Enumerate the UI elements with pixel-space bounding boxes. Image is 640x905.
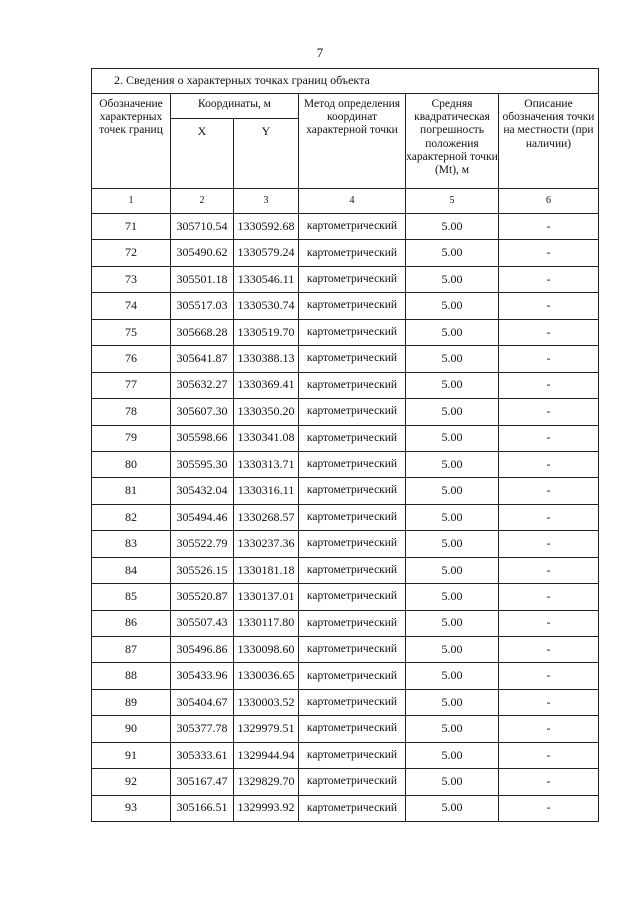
section-title: 2. Сведения о характерных точках границ объекта	[92, 69, 599, 94]
x-cell: 305333.61	[171, 742, 234, 768]
table-row	[92, 266, 599, 292]
table-row	[92, 610, 599, 636]
description-cell: -	[499, 557, 599, 583]
point-cell: 90	[92, 716, 171, 742]
error-cell: 5.00	[406, 451, 499, 477]
table-row	[92, 451, 599, 477]
table-row	[92, 425, 599, 451]
y-cell: 1329993.92	[234, 795, 299, 821]
table-row	[92, 689, 599, 715]
header-row	[92, 94, 599, 119]
x-cell: 305166.51	[171, 795, 234, 821]
point-cell: 82	[92, 504, 171, 530]
y-cell: 1329944.94	[234, 742, 299, 768]
table-row	[92, 478, 599, 504]
error-cell: 5.00	[406, 584, 499, 610]
y-cell: 1330369.41	[234, 372, 299, 398]
point-cell: 85	[92, 584, 171, 610]
x-cell: 305526.15	[171, 557, 234, 583]
column-numbers-row	[92, 189, 599, 214]
column-number: 3	[234, 189, 299, 214]
table-body	[92, 69, 599, 822]
method-cell: картометрический	[299, 399, 406, 425]
header-point: Обозначение характерных точек границ	[92, 94, 171, 189]
description-cell: -	[499, 795, 599, 821]
boundary-points-table	[91, 68, 599, 822]
table-row	[92, 399, 599, 425]
point-cell: 92	[92, 769, 171, 795]
description-cell: -	[499, 372, 599, 398]
point-cell: 83	[92, 531, 171, 557]
description-cell: -	[499, 451, 599, 477]
column-number: 4	[299, 189, 406, 214]
error-cell: 5.00	[406, 319, 499, 345]
point-cell: 80	[92, 451, 171, 477]
x-cell: 305167.47	[171, 769, 234, 795]
method-cell: картометрический	[299, 425, 406, 451]
description-cell: -	[499, 504, 599, 530]
y-cell: 1330098.60	[234, 637, 299, 663]
point-cell: 91	[92, 742, 171, 768]
method-cell: картометрический	[299, 240, 406, 266]
description-cell: -	[499, 346, 599, 372]
y-cell: 1330313.71	[234, 451, 299, 477]
y-cell: 1330519.70	[234, 319, 299, 345]
description-cell: -	[499, 663, 599, 689]
description-cell: -	[499, 399, 599, 425]
table-row	[92, 504, 599, 530]
point-cell: 71	[92, 214, 171, 240]
table-row	[92, 769, 599, 795]
method-cell: картометрический	[299, 478, 406, 504]
x-cell: 305668.28	[171, 319, 234, 345]
method-cell: картометрический	[299, 319, 406, 345]
error-cell: 5.00	[406, 769, 499, 795]
table-row	[92, 319, 599, 345]
x-cell: 305607.30	[171, 399, 234, 425]
method-cell: картометрический	[299, 689, 406, 715]
error-cell: 5.00	[406, 266, 499, 292]
description-cell: -	[499, 531, 599, 557]
error-cell: 5.00	[406, 716, 499, 742]
point-cell: 89	[92, 689, 171, 715]
x-cell: 305520.87	[171, 584, 234, 610]
method-cell: картометрический	[299, 293, 406, 319]
point-cell: 75	[92, 319, 171, 345]
description-cell: -	[499, 769, 599, 795]
y-cell: 1330316.11	[234, 478, 299, 504]
error-cell: 5.00	[406, 742, 499, 768]
table-row	[92, 716, 599, 742]
error-cell: 5.00	[406, 478, 499, 504]
header-x: X	[171, 119, 234, 189]
y-cell: 1329979.51	[234, 716, 299, 742]
y-cell: 1330117.80	[234, 610, 299, 636]
method-cell: картометрический	[299, 795, 406, 821]
error-cell: 5.00	[406, 637, 499, 663]
x-cell: 305501.18	[171, 266, 234, 292]
description-cell: -	[499, 293, 599, 319]
column-number: 2	[171, 189, 234, 214]
point-cell: 86	[92, 610, 171, 636]
table-row	[92, 742, 599, 768]
method-cell: картометрический	[299, 742, 406, 768]
x-cell: 305433.96	[171, 663, 234, 689]
column-number: 6	[499, 189, 599, 214]
description-cell: -	[499, 584, 599, 610]
x-cell: 305598.66	[171, 425, 234, 451]
x-cell: 305404.67	[171, 689, 234, 715]
y-cell: 1330388.13	[234, 346, 299, 372]
method-cell: картометрический	[299, 266, 406, 292]
description-cell: -	[499, 610, 599, 636]
description-cell: -	[499, 319, 599, 345]
error-cell: 5.00	[406, 372, 499, 398]
error-cell: 5.00	[406, 663, 499, 689]
table-row	[92, 531, 599, 557]
header-coords: Координаты, м	[171, 94, 299, 119]
x-cell: 305710.54	[171, 214, 234, 240]
table-row	[92, 795, 599, 821]
header-y: Y	[234, 119, 299, 189]
error-cell: 5.00	[406, 610, 499, 636]
y-cell: 1330036.65	[234, 663, 299, 689]
column-number: 5	[406, 189, 499, 214]
error-cell: 5.00	[406, 425, 499, 451]
point-cell: 88	[92, 663, 171, 689]
table-row	[92, 637, 599, 663]
method-cell: картометрический	[299, 504, 406, 530]
method-cell: картометрический	[299, 214, 406, 240]
description-cell: -	[499, 689, 599, 715]
y-cell: 1330546.11	[234, 266, 299, 292]
x-cell: 305632.27	[171, 372, 234, 398]
error-cell: 5.00	[406, 557, 499, 583]
table-row	[92, 663, 599, 689]
y-cell: 1330268.57	[234, 504, 299, 530]
y-cell: 1330003.52	[234, 689, 299, 715]
description-cell: -	[499, 266, 599, 292]
method-cell: картометрический	[299, 531, 406, 557]
error-cell: 5.00	[406, 293, 499, 319]
description-cell: -	[499, 637, 599, 663]
table-row	[92, 240, 599, 266]
x-cell: 305517.03	[171, 293, 234, 319]
point-cell: 81	[92, 478, 171, 504]
error-cell: 5.00	[406, 399, 499, 425]
method-cell: картометрический	[299, 584, 406, 610]
column-number: 1	[92, 189, 171, 214]
x-cell: 305641.87	[171, 346, 234, 372]
method-cell: картометрический	[299, 610, 406, 636]
y-cell: 1330579.24	[234, 240, 299, 266]
description-cell: -	[499, 214, 599, 240]
method-cell: картометрический	[299, 716, 406, 742]
y-cell: 1330530.74	[234, 293, 299, 319]
table-row	[92, 584, 599, 610]
y-cell: 1330181.18	[234, 557, 299, 583]
description-cell: -	[499, 478, 599, 504]
y-cell: 1330237.36	[234, 531, 299, 557]
error-cell: 5.00	[406, 346, 499, 372]
error-cell: 5.00	[406, 214, 499, 240]
x-cell: 305432.04	[171, 478, 234, 504]
point-cell: 79	[92, 425, 171, 451]
x-cell: 305496.86	[171, 637, 234, 663]
table-row	[92, 214, 599, 240]
method-cell: картометрический	[299, 557, 406, 583]
method-cell: картометрический	[299, 451, 406, 477]
point-cell: 84	[92, 557, 171, 583]
y-cell: 1329829.70	[234, 769, 299, 795]
point-cell: 74	[92, 293, 171, 319]
method-cell: картометрический	[299, 663, 406, 689]
description-cell: -	[499, 425, 599, 451]
error-cell: 5.00	[406, 795, 499, 821]
point-cell: 76	[92, 346, 171, 372]
y-cell: 1330592.68	[234, 214, 299, 240]
x-cell: 305490.62	[171, 240, 234, 266]
error-cell: 5.00	[406, 531, 499, 557]
method-cell: картометрический	[299, 769, 406, 795]
table-row	[92, 372, 599, 398]
point-cell: 73	[92, 266, 171, 292]
page-number: 7	[316, 45, 324, 60]
description-cell: -	[499, 240, 599, 266]
description-cell: -	[499, 742, 599, 768]
x-cell: 305595.30	[171, 451, 234, 477]
error-cell: 5.00	[406, 240, 499, 266]
y-cell: 1330137.01	[234, 584, 299, 610]
header-error: Средняя квадратическая погрешность положения характерной точки (Mt), м	[406, 94, 499, 189]
error-cell: 5.00	[406, 689, 499, 715]
point-cell: 77	[92, 372, 171, 398]
x-cell: 305377.78	[171, 716, 234, 742]
x-cell: 305522.79	[171, 531, 234, 557]
point-cell: 78	[92, 399, 171, 425]
error-cell: 5.00	[406, 504, 499, 530]
method-cell: картометрический	[299, 637, 406, 663]
method-cell: картометрический	[299, 372, 406, 398]
section-title-row	[92, 69, 599, 94]
header-description: Описание обозначения точки на местности (при наличии)	[499, 94, 599, 189]
table-row	[92, 557, 599, 583]
y-cell: 1330350.20	[234, 399, 299, 425]
x-cell: 305494.46	[171, 504, 234, 530]
point-cell: 93	[92, 795, 171, 821]
method-cell: картометрический	[299, 346, 406, 372]
description-cell: -	[499, 716, 599, 742]
point-cell: 72	[92, 240, 171, 266]
x-cell: 305507.43	[171, 610, 234, 636]
table-row	[92, 293, 599, 319]
y-cell: 1330341.08	[234, 425, 299, 451]
point-cell: 87	[92, 637, 171, 663]
header-method: Метод определения координат характерной точки	[299, 94, 406, 189]
table-row	[92, 346, 599, 372]
